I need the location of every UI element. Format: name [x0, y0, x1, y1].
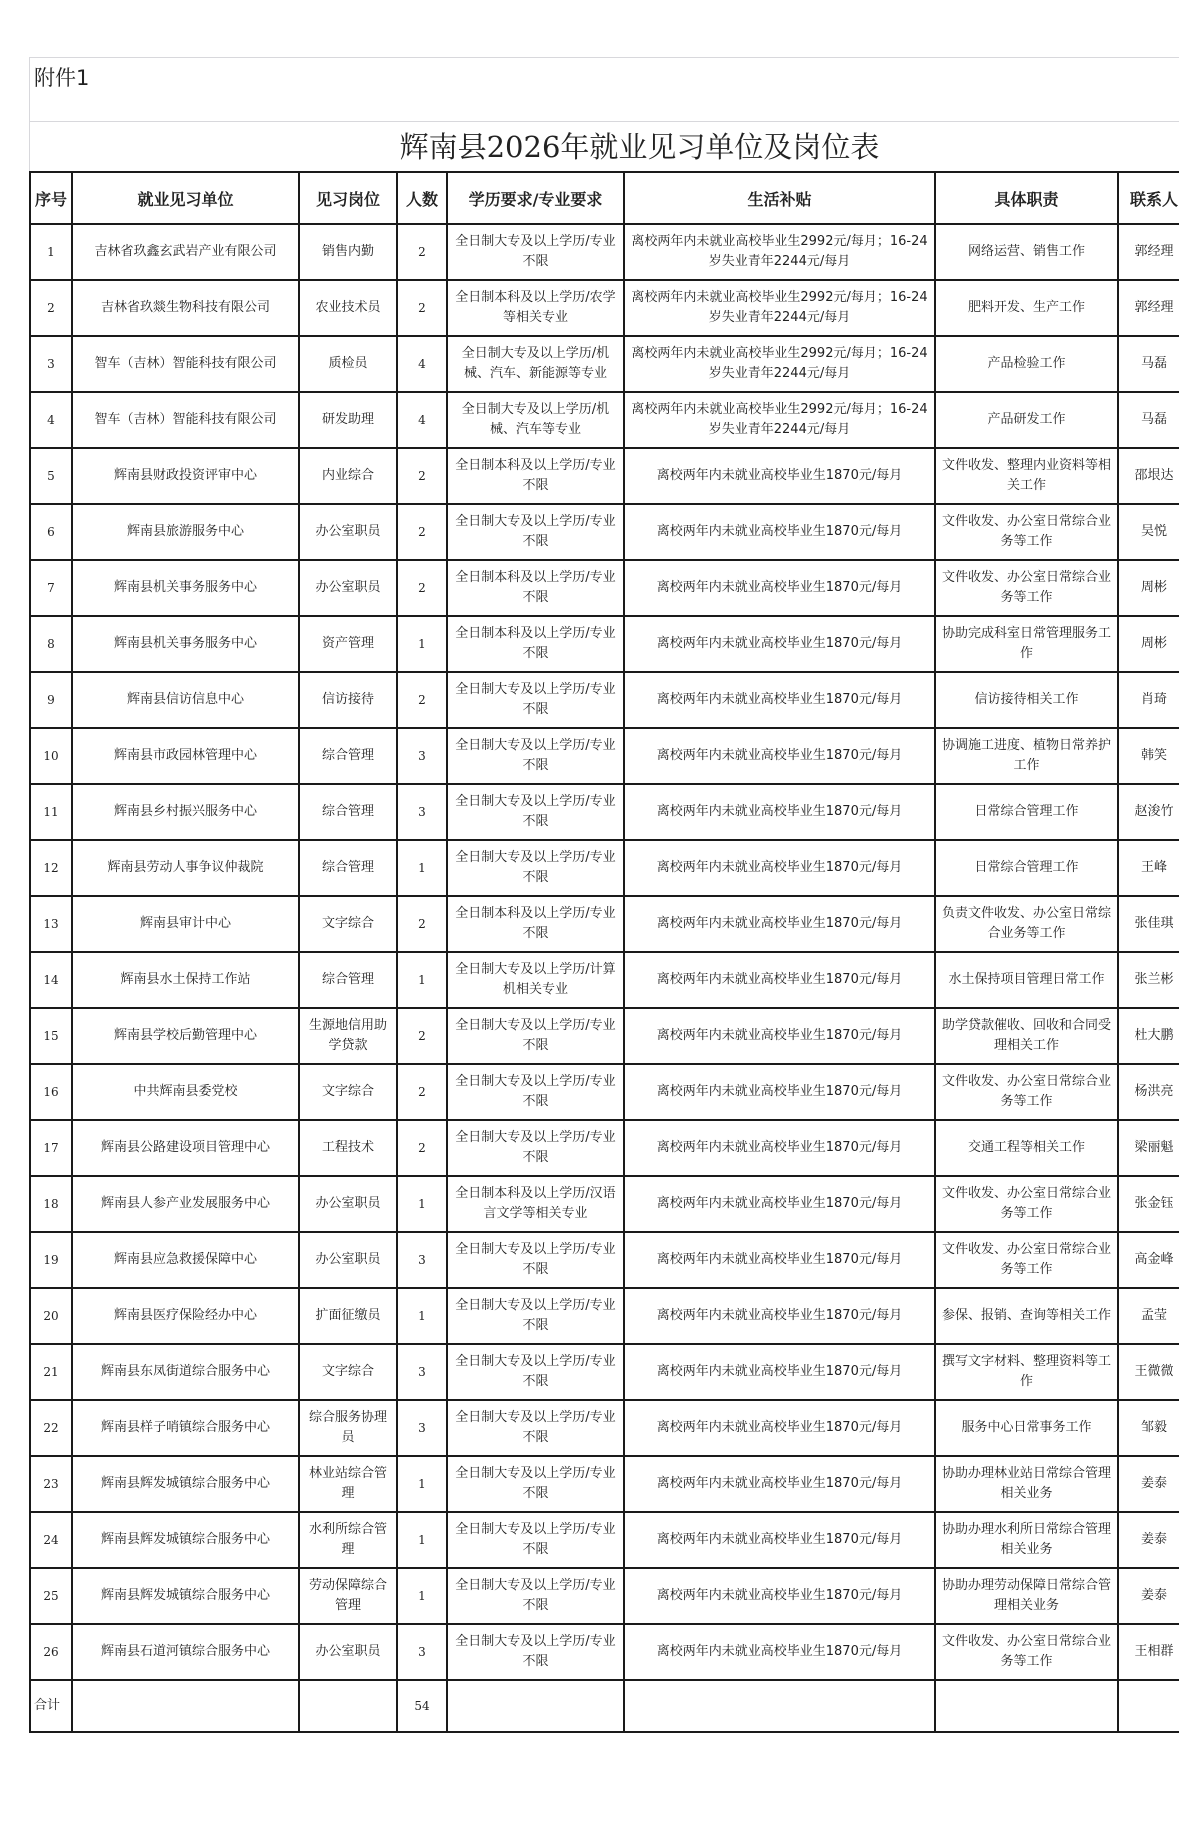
cell-count: 2 — [397, 224, 447, 280]
cell-subsidy: 离校两年内未就业高校毕业生2992元/每月；16-24岁失业青年2244元/每月 — [624, 392, 935, 448]
cell-education: 全日制大专及以上学历/专业不限 — [447, 1120, 624, 1176]
cell-education: 全日制大专及以上学历/专业不限 — [447, 672, 624, 728]
cell-contact: 郭经理 — [1118, 224, 1179, 280]
cell-education: 全日制大专及以上学历/计算机相关专业 — [447, 952, 624, 1008]
cell-position: 文字综合 — [299, 1064, 397, 1120]
table-row — [30, 280, 1179, 336]
cell-education: 全日制大专及以上学历/专业不限 — [447, 1232, 624, 1288]
cell-subsidy: 离校两年内未就业高校毕业生1870元/每月 — [624, 1176, 935, 1232]
cell-contact: 吴悦 — [1118, 504, 1179, 560]
cell-count: 2 — [397, 504, 447, 560]
cell-education: 全日制大专及以上学历/专业不限 — [447, 1008, 624, 1064]
cell-unit: 辉南县学校后勤管理中心 — [72, 1008, 299, 1064]
cell-position: 文字综合 — [299, 1344, 397, 1400]
cell-index: 17 — [30, 1120, 72, 1176]
cell-subsidy: 离校两年内未就业高校毕业生1870元/每月 — [624, 896, 935, 952]
page-title: 辉南县2026年就业见习单位及岗位表 — [29, 122, 1179, 172]
cell-duties: 文件收发、办公室日常综合业务等工作 — [935, 1232, 1118, 1288]
cell-subsidy: 离校两年内未就业高校毕业生1870元/每月 — [624, 1512, 935, 1568]
cell-position: 研发助理 — [299, 392, 397, 448]
cell-index: 22 — [30, 1400, 72, 1456]
cell-duties: 文件收发、整理内业资料等相关工作 — [935, 448, 1118, 504]
cell-index: 16 — [30, 1064, 72, 1120]
empty-cell — [1118, 1680, 1179, 1732]
cell-unit: 吉林省玖鑫玄武岩产业有限公司 — [72, 224, 299, 280]
header-subsidy: 生活补贴 — [624, 172, 935, 224]
cell-count: 2 — [397, 896, 447, 952]
cell-unit: 智车（吉林）智能科技有限公司 — [72, 392, 299, 448]
cell-subsidy: 离校两年内未就业高校毕业生1870元/每月 — [624, 728, 935, 784]
cell-index: 19 — [30, 1232, 72, 1288]
cell-index: 8 — [30, 616, 72, 672]
cell-education: 全日制大专及以上学历/专业不限 — [447, 840, 624, 896]
cell-contact: 姜泰 — [1118, 1456, 1179, 1512]
cell-education: 全日制大专及以上学历/专业不限 — [447, 224, 624, 280]
table-row — [30, 1288, 1179, 1344]
cell-position: 销售内勤 — [299, 224, 397, 280]
cell-position: 办公室职员 — [299, 1624, 397, 1680]
cell-subsidy: 离校两年内未就业高校毕业生1870元/每月 — [624, 448, 935, 504]
cell-duties: 文件收发、办公室日常综合业务等工作 — [935, 1624, 1118, 1680]
cell-duties: 参保、报销、查询等相关工作 — [935, 1288, 1118, 1344]
cell-contact: 邵垠达 — [1118, 448, 1179, 504]
cell-count: 3 — [397, 728, 447, 784]
cell-position: 扩面征缴员 — [299, 1288, 397, 1344]
cell-position: 办公室职员 — [299, 1176, 397, 1232]
cell-position: 资产管理 — [299, 616, 397, 672]
cell-duties: 协助办理水利所日常综合管理相关业务 — [935, 1512, 1118, 1568]
table-row — [30, 896, 1179, 952]
cell-education: 全日制本科及以上学历/专业不限 — [447, 560, 624, 616]
table-row — [30, 504, 1179, 560]
cell-count: 2 — [397, 280, 447, 336]
table-row — [30, 1456, 1179, 1512]
cell-unit: 辉南县旅游服务中心 — [72, 504, 299, 560]
cell-duties: 协助办理劳动保障日常综合管理相关业务 — [935, 1568, 1118, 1624]
header-count: 人数 — [397, 172, 447, 224]
cell-index: 9 — [30, 672, 72, 728]
cell-contact: 周彬 — [1118, 560, 1179, 616]
cell-count: 2 — [397, 448, 447, 504]
table-row — [30, 672, 1179, 728]
cell-unit: 辉南县石道河镇综合服务中心 — [72, 1624, 299, 1680]
cell-unit: 辉南县机关事务服务中心 — [72, 560, 299, 616]
cell-duties: 撰写文字材料、整理资料等工作 — [935, 1344, 1118, 1400]
cell-subsidy: 离校两年内未就业高校毕业生1870元/每月 — [624, 1624, 935, 1680]
cell-position: 综合服务协理员 — [299, 1400, 397, 1456]
cell-subsidy: 离校两年内未就业高校毕业生1870元/每月 — [624, 560, 935, 616]
cell-contact: 梁丽魁 — [1118, 1120, 1179, 1176]
cell-contact: 王相群 — [1118, 1624, 1179, 1680]
cell-education: 全日制大专及以上学历/专业不限 — [447, 728, 624, 784]
cell-index: 24 — [30, 1512, 72, 1568]
cell-count: 1 — [397, 1512, 447, 1568]
cell-position: 综合管理 — [299, 840, 397, 896]
cell-count: 3 — [397, 784, 447, 840]
cell-duties: 信访接待相关工作 — [935, 672, 1118, 728]
cell-subsidy: 离校两年内未就业高校毕业生1870元/每月 — [624, 504, 935, 560]
cell-position: 水利所综合管理 — [299, 1512, 397, 1568]
cell-unit: 辉南县劳动人事争议仲裁院 — [72, 840, 299, 896]
cell-position: 综合管理 — [299, 952, 397, 1008]
cell-contact: 周彬 — [1118, 616, 1179, 672]
cell-unit: 辉南县财政投资评审中心 — [72, 448, 299, 504]
cell-count: 1 — [397, 1176, 447, 1232]
total-row — [30, 1680, 1179, 1732]
cell-unit: 辉南县审计中心 — [72, 896, 299, 952]
cell-index: 26 — [30, 1624, 72, 1680]
cell-unit: 辉南县辉发城镇综合服务中心 — [72, 1456, 299, 1512]
cell-education: 全日制本科及以上学历/专业不限 — [447, 896, 624, 952]
table-row — [30, 840, 1179, 896]
cell-count: 3 — [397, 1400, 447, 1456]
cell-index: 25 — [30, 1568, 72, 1624]
cell-index: 23 — [30, 1456, 72, 1512]
cell-duties: 文件收发、办公室日常综合业务等工作 — [935, 560, 1118, 616]
cell-index: 1 — [30, 224, 72, 280]
cell-education: 全日制大专及以上学历/专业不限 — [447, 1064, 624, 1120]
cell-duties: 肥料开发、生产工作 — [935, 280, 1118, 336]
cell-contact: 肖琦 — [1118, 672, 1179, 728]
cell-position: 林业站综合管理 — [299, 1456, 397, 1512]
cell-unit: 辉南县水土保持工作站 — [72, 952, 299, 1008]
table-row — [30, 560, 1179, 616]
total-label: 合计 — [30, 1680, 72, 1732]
cell-subsidy: 离校两年内未就业高校毕业生1870元/每月 — [624, 1568, 935, 1624]
cell-subsidy: 离校两年内未就业高校毕业生1870元/每月 — [624, 1120, 935, 1176]
cell-count: 3 — [397, 1232, 447, 1288]
cell-education: 全日制大专及以上学历/专业不限 — [447, 784, 624, 840]
cell-duties: 协助完成科室日常管理服务工作 — [935, 616, 1118, 672]
cell-index: 14 — [30, 952, 72, 1008]
cell-contact: 姜泰 — [1118, 1512, 1179, 1568]
cell-index: 7 — [30, 560, 72, 616]
cell-contact: 马磊 — [1118, 392, 1179, 448]
cell-position: 办公室职员 — [299, 560, 397, 616]
cell-count: 1 — [397, 952, 447, 1008]
empty-cell — [935, 1680, 1118, 1732]
header-row — [30, 172, 1179, 224]
cell-subsidy: 离校两年内未就业高校毕业生1870元/每月 — [624, 784, 935, 840]
cell-contact: 杨洪亮 — [1118, 1064, 1179, 1120]
cell-index: 15 — [30, 1008, 72, 1064]
cell-duties: 产品研发工作 — [935, 392, 1118, 448]
cell-duties: 助学贷款催收、回收和合同受理相关工作 — [935, 1008, 1118, 1064]
cell-count: 4 — [397, 336, 447, 392]
table-row — [30, 448, 1179, 504]
cell-index: 21 — [30, 1344, 72, 1400]
cell-contact: 姜泰 — [1118, 1568, 1179, 1624]
empty-cell — [624, 1680, 935, 1732]
cell-education: 全日制大专及以上学历/专业不限 — [447, 1400, 624, 1456]
cell-index: 11 — [30, 784, 72, 840]
cell-position: 办公室职员 — [299, 504, 397, 560]
cell-index: 5 — [30, 448, 72, 504]
cell-position: 综合管理 — [299, 728, 397, 784]
empty-cell — [299, 1680, 397, 1732]
cell-duties: 协调施工进度、植物日常养护工作 — [935, 728, 1118, 784]
table-row — [30, 1344, 1179, 1400]
cell-unit: 辉南县东凤街道综合服务中心 — [72, 1344, 299, 1400]
table-row — [30, 1400, 1179, 1456]
cell-count: 3 — [397, 1624, 447, 1680]
cell-duties: 负责文件收发、办公室日常综合业务等工作 — [935, 896, 1118, 952]
cell-subsidy: 离校两年内未就业高校毕业生2992元/每月；16-24岁失业青年2244元/每月 — [624, 224, 935, 280]
empty-cell — [72, 1680, 299, 1732]
table-row — [30, 784, 1179, 840]
cell-duties: 服务中心日常事务工作 — [935, 1400, 1118, 1456]
cell-subsidy: 离校两年内未就业高校毕业生1870元/每月 — [624, 1456, 935, 1512]
cell-contact: 马磊 — [1118, 336, 1179, 392]
cell-subsidy: 离校两年内未就业高校毕业生1870元/每月 — [624, 1008, 935, 1064]
cell-contact: 张佳琪 — [1118, 896, 1179, 952]
cell-education: 全日制大专及以上学历/专业不限 — [447, 1456, 624, 1512]
cell-contact: 王微微 — [1118, 1344, 1179, 1400]
cell-subsidy: 离校两年内未就业高校毕业生1870元/每月 — [624, 1288, 935, 1344]
cell-unit: 吉林省玖燚生物科技有限公司 — [72, 280, 299, 336]
cell-contact: 孟莹 — [1118, 1288, 1179, 1344]
cell-education: 全日制大专及以上学历/专业不限 — [447, 1512, 624, 1568]
annex-label: 附件1 — [29, 58, 1179, 122]
cell-unit: 辉南县医疗保险经办中心 — [72, 1288, 299, 1344]
header-index: 序号 — [30, 172, 72, 224]
cell-contact: 高金峰 — [1118, 1232, 1179, 1288]
cell-contact: 张金钰 — [1118, 1176, 1179, 1232]
cell-count: 1 — [397, 840, 447, 896]
table-row — [30, 728, 1179, 784]
cell-unit: 辉南县样子哨镇综合服务中心 — [72, 1400, 299, 1456]
cell-unit: 辉南县辉发城镇综合服务中心 — [72, 1512, 299, 1568]
cell-unit: 辉南县机关事务服务中心 — [72, 616, 299, 672]
table-row — [30, 1120, 1179, 1176]
header-duties: 具体职责 — [935, 172, 1118, 224]
cell-education: 全日制大专及以上学历/专业不限 — [447, 1568, 624, 1624]
table-row — [30, 1512, 1179, 1568]
cell-position: 文字综合 — [299, 896, 397, 952]
cell-education: 全日制本科及以上学历/农学等相关专业 — [447, 280, 624, 336]
cell-duties: 文件收发、办公室日常综合业务等工作 — [935, 1176, 1118, 1232]
cell-index: 18 — [30, 1176, 72, 1232]
cell-unit: 辉南县公路建设项目管理中心 — [72, 1120, 299, 1176]
cell-position: 综合管理 — [299, 784, 397, 840]
cell-index: 6 — [30, 504, 72, 560]
sheet-header — [29, 57, 1179, 172]
cell-index: 2 — [30, 280, 72, 336]
cell-duties: 交通工程等相关工作 — [935, 1120, 1118, 1176]
cell-duties: 水土保持项目管理日常工作 — [935, 952, 1118, 1008]
cell-education: 全日制大专及以上学历/专业不限 — [447, 1344, 624, 1400]
cell-position: 工程技术 — [299, 1120, 397, 1176]
header-unit: 就业见习单位 — [72, 172, 299, 224]
cell-index: 12 — [30, 840, 72, 896]
cell-education: 全日制本科及以上学历/专业不限 — [447, 616, 624, 672]
cell-position: 生源地信用助学贷款 — [299, 1008, 397, 1064]
total-count: 54 — [397, 1680, 447, 1732]
cell-count: 1 — [397, 616, 447, 672]
cell-index: 13 — [30, 896, 72, 952]
cell-subsidy: 离校两年内未就业高校毕业生1870元/每月 — [624, 1344, 935, 1400]
table-row — [30, 616, 1179, 672]
cell-unit: 辉南县辉发城镇综合服务中心 — [72, 1568, 299, 1624]
cell-contact: 张兰彬 — [1118, 952, 1179, 1008]
cell-contact: 韩笑 — [1118, 728, 1179, 784]
cell-index: 10 — [30, 728, 72, 784]
cell-duties: 文件收发、办公室日常综合业务等工作 — [935, 1064, 1118, 1120]
cell-index: 4 — [30, 392, 72, 448]
cell-unit: 辉南县乡村振兴服务中心 — [72, 784, 299, 840]
cell-position: 信访接待 — [299, 672, 397, 728]
table-row — [30, 1064, 1179, 1120]
cell-contact: 邹毅 — [1118, 1400, 1179, 1456]
cell-index: 20 — [30, 1288, 72, 1344]
positions-table — [29, 171, 1179, 1733]
cell-unit: 辉南县市政园林管理中心 — [72, 728, 299, 784]
table-row — [30, 1176, 1179, 1232]
cell-count: 4 — [397, 392, 447, 448]
cell-count: 2 — [397, 672, 447, 728]
cell-education: 全日制大专及以上学历/专业不限 — [447, 504, 624, 560]
cell-duties: 日常综合管理工作 — [935, 840, 1118, 896]
table-row — [30, 392, 1179, 448]
table-row — [30, 1008, 1179, 1064]
table-row — [30, 224, 1179, 280]
header-education: 学历要求/专业要求 — [447, 172, 624, 224]
cell-count: 2 — [397, 1064, 447, 1120]
cell-position: 内业综合 — [299, 448, 397, 504]
cell-education: 全日制本科及以上学历/汉语言文学等相关专业 — [447, 1176, 624, 1232]
cell-education: 全日制大专及以上学历/机械、汽车、新能源等专业 — [447, 336, 624, 392]
cell-count: 1 — [397, 1568, 447, 1624]
cell-duties: 网络运营、销售工作 — [935, 224, 1118, 280]
cell-position: 质检员 — [299, 336, 397, 392]
cell-unit: 辉南县人参产业发展服务中心 — [72, 1176, 299, 1232]
cell-count: 2 — [397, 560, 447, 616]
cell-subsidy: 离校两年内未就业高校毕业生2992元/每月；16-24岁失业青年2244元/每月 — [624, 336, 935, 392]
cell-duties: 协助办理林业站日常综合管理相关业务 — [935, 1456, 1118, 1512]
empty-cell — [447, 1680, 624, 1732]
cell-count: 2 — [397, 1120, 447, 1176]
cell-subsidy: 离校两年内未就业高校毕业生1870元/每月 — [624, 952, 935, 1008]
cell-subsidy: 离校两年内未就业高校毕业生1870元/每月 — [624, 616, 935, 672]
cell-duties: 文件收发、办公室日常综合业务等工作 — [935, 504, 1118, 560]
cell-duties: 日常综合管理工作 — [935, 784, 1118, 840]
cell-contact: 赵浚竹 — [1118, 784, 1179, 840]
cell-index: 3 — [30, 336, 72, 392]
cell-unit: 智车（吉林）智能科技有限公司 — [72, 336, 299, 392]
cell-education: 全日制大专及以上学历/专业不限 — [447, 1624, 624, 1680]
cell-position: 劳动保障综合管理 — [299, 1568, 397, 1624]
cell-count: 1 — [397, 1288, 447, 1344]
cell-unit: 辉南县应急救援保障中心 — [72, 1232, 299, 1288]
cell-count: 2 — [397, 1008, 447, 1064]
cell-count: 1 — [397, 1456, 447, 1512]
cell-education: 全日制大专及以上学历/机械、汽车等专业 — [447, 392, 624, 448]
cell-contact: 郭经理 — [1118, 280, 1179, 336]
cell-duties: 产品检验工作 — [935, 336, 1118, 392]
table-row — [30, 1232, 1179, 1288]
cell-subsidy: 离校两年内未就业高校毕业生2992元/每月；16-24岁失业青年2244元/每月 — [624, 280, 935, 336]
cell-position: 农业技术员 — [299, 280, 397, 336]
table-row — [30, 1568, 1179, 1624]
cell-subsidy: 离校两年内未就业高校毕业生1870元/每月 — [624, 672, 935, 728]
cell-unit: 中共辉南县委党校 — [72, 1064, 299, 1120]
table-row — [30, 952, 1179, 1008]
header-contact: 联系人 — [1118, 172, 1179, 224]
cell-position: 办公室职员 — [299, 1232, 397, 1288]
header-position: 见习岗位 — [299, 172, 397, 224]
table-row — [30, 1624, 1179, 1680]
cell-count: 3 — [397, 1344, 447, 1400]
cell-subsidy: 离校两年内未就业高校毕业生1870元/每月 — [624, 1232, 935, 1288]
cell-unit: 辉南县信访信息中心 — [72, 672, 299, 728]
cell-subsidy: 离校两年内未就业高校毕业生1870元/每月 — [624, 1400, 935, 1456]
cell-education: 全日制大专及以上学历/专业不限 — [447, 1288, 624, 1344]
cell-education: 全日制本科及以上学历/专业不限 — [447, 448, 624, 504]
table-row — [30, 336, 1179, 392]
cell-subsidy: 离校两年内未就业高校毕业生1870元/每月 — [624, 1064, 935, 1120]
cell-contact: 王峰 — [1118, 840, 1179, 896]
cell-contact: 杜大鹏 — [1118, 1008, 1179, 1064]
cell-subsidy: 离校两年内未就业高校毕业生1870元/每月 — [624, 840, 935, 896]
